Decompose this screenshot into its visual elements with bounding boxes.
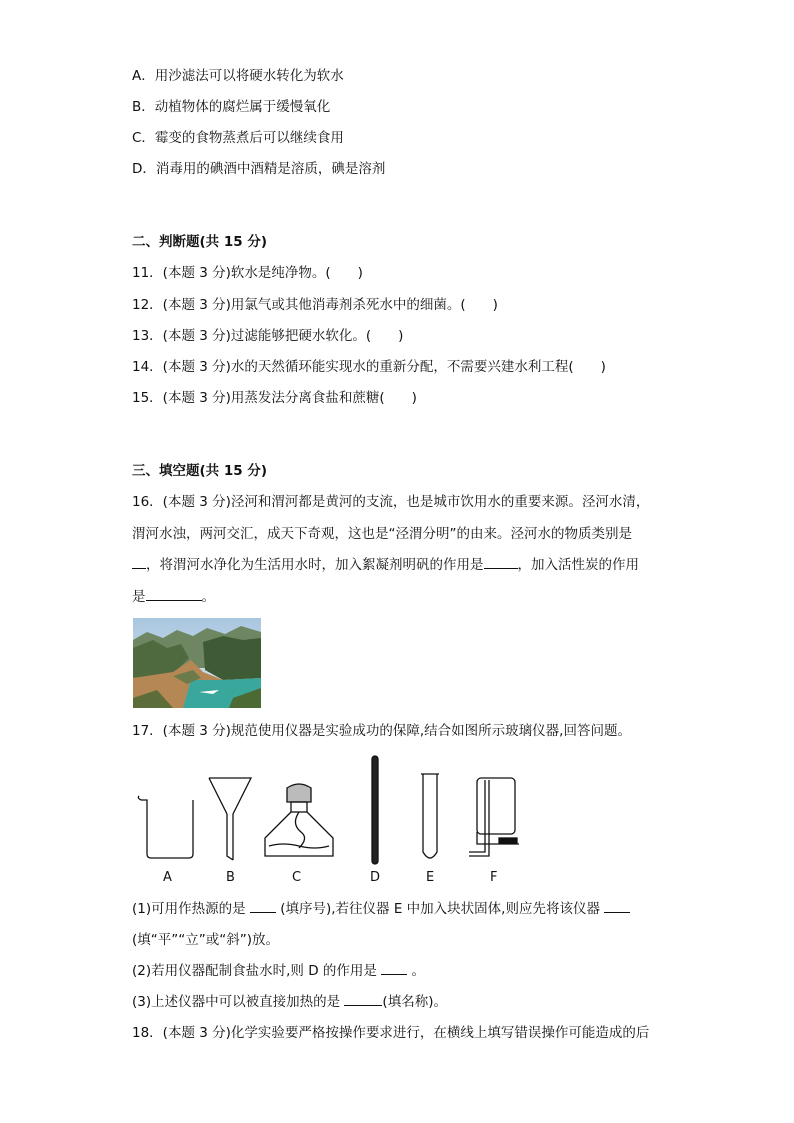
section-title-fill-blank: 三、填空题(共 15 分): [132, 463, 268, 479]
question-17-part-2: (2)若用仪器配制食盐水时,则 D 的作用是 。: [132, 963, 425, 979]
question-16-line-3: ，将渭河水净化为生活用水时，加入絮凝剂明矾的作用是 ，加入活性炭的作用: [132, 556, 639, 574]
question-16-line-4: 是 。: [132, 589, 215, 605]
question-13: 13．(本题 3 分)过滤能够把硬水软化。( ): [132, 328, 404, 344]
question-16-line-2: 渭河水浊，两河交汇，成天下奇观，这也是“泾渭分明”的由来。泾河水的物质类别是: [132, 526, 632, 542]
answer-blank[interactable]: [344, 993, 382, 1006]
question-14: 14．(本题 3 分)水的天然循环能实现水的重新分配，不需要兴建水利工程( ): [132, 359, 606, 375]
test-tube-icon: [421, 774, 439, 858]
alcohol-lamp-icon: [265, 784, 333, 856]
glass-apparatus-figure: [133, 752, 553, 892]
apparatus-label-f: F: [490, 870, 498, 885]
apparatus-label-a: A: [163, 870, 172, 885]
option-b: B．动植物体的腐烂属于缓慢氧化: [132, 99, 331, 115]
question-12: 12．(本题 3 分)用氯气或其他消毒剂杀死水中的细菌。( ): [132, 297, 498, 313]
question-17-part-1-cont: (填“平”“立”或“斜”)放。: [132, 932, 279, 948]
glass-rod-icon: [372, 756, 378, 864]
answer-blank[interactable]: [604, 900, 630, 913]
apparatus-label-b: B: [226, 870, 235, 885]
answer-blank[interactable]: [132, 556, 146, 569]
answer-blank[interactable]: [484, 556, 518, 569]
option-c: C．霉变的食物蒸煮后可以继续食用: [132, 130, 344, 146]
answer-blank[interactable]: [146, 588, 202, 601]
question-15: 15．(本题 3 分)用蒸发法分离食盐和蔗糖( ): [132, 390, 417, 406]
option-a: A．用沙滤法可以将硬水转化为软水: [132, 68, 344, 84]
beaker-icon: [138, 796, 193, 858]
apparatus-label-c: C: [292, 870, 302, 885]
question-17-stem: 17．(本题 3 分)规范使用仪器是实验成功的保障,结合如图所示玻璃仪器,回答问题。: [132, 723, 631, 739]
question-17-part-1: (1)可用作热源的是 (填序号),若往仪器 E 中加入块状固体,则应先将该仪器: [132, 900, 630, 918]
question-18: 18．(本题 3 分)化学实验要严格按操作要求进行，在横线上填写错误操作可能造成的后: [132, 1025, 650, 1041]
funnel-icon: [209, 778, 251, 860]
question-16-line-1: 16．(本题 3 分)泾河和渭河都是黄河的支流，也是城市饮用水的重要来源。泾河水清，: [132, 494, 650, 510]
question-11: 11．(本题 3 分)软水是纯净物。( ): [132, 265, 363, 281]
apparatus-label-e: E: [426, 870, 435, 885]
answer-blank[interactable]: [250, 900, 276, 913]
apparatus-label-d: D: [370, 870, 381, 885]
section-title-judgement: 二、判断题(共 15 分): [132, 234, 268, 250]
river-confluence-photo: [133, 618, 261, 708]
question-17-part-3: (3)上述仪器中可以被直接加热的是 (填名称)。: [132, 994, 447, 1010]
answer-blank[interactable]: [381, 962, 407, 975]
option-d: D．消毒用的碘酒中酒精是溶质，碘是溶剂: [132, 161, 386, 177]
gas-bottle-apparatus-icon: [469, 778, 519, 856]
